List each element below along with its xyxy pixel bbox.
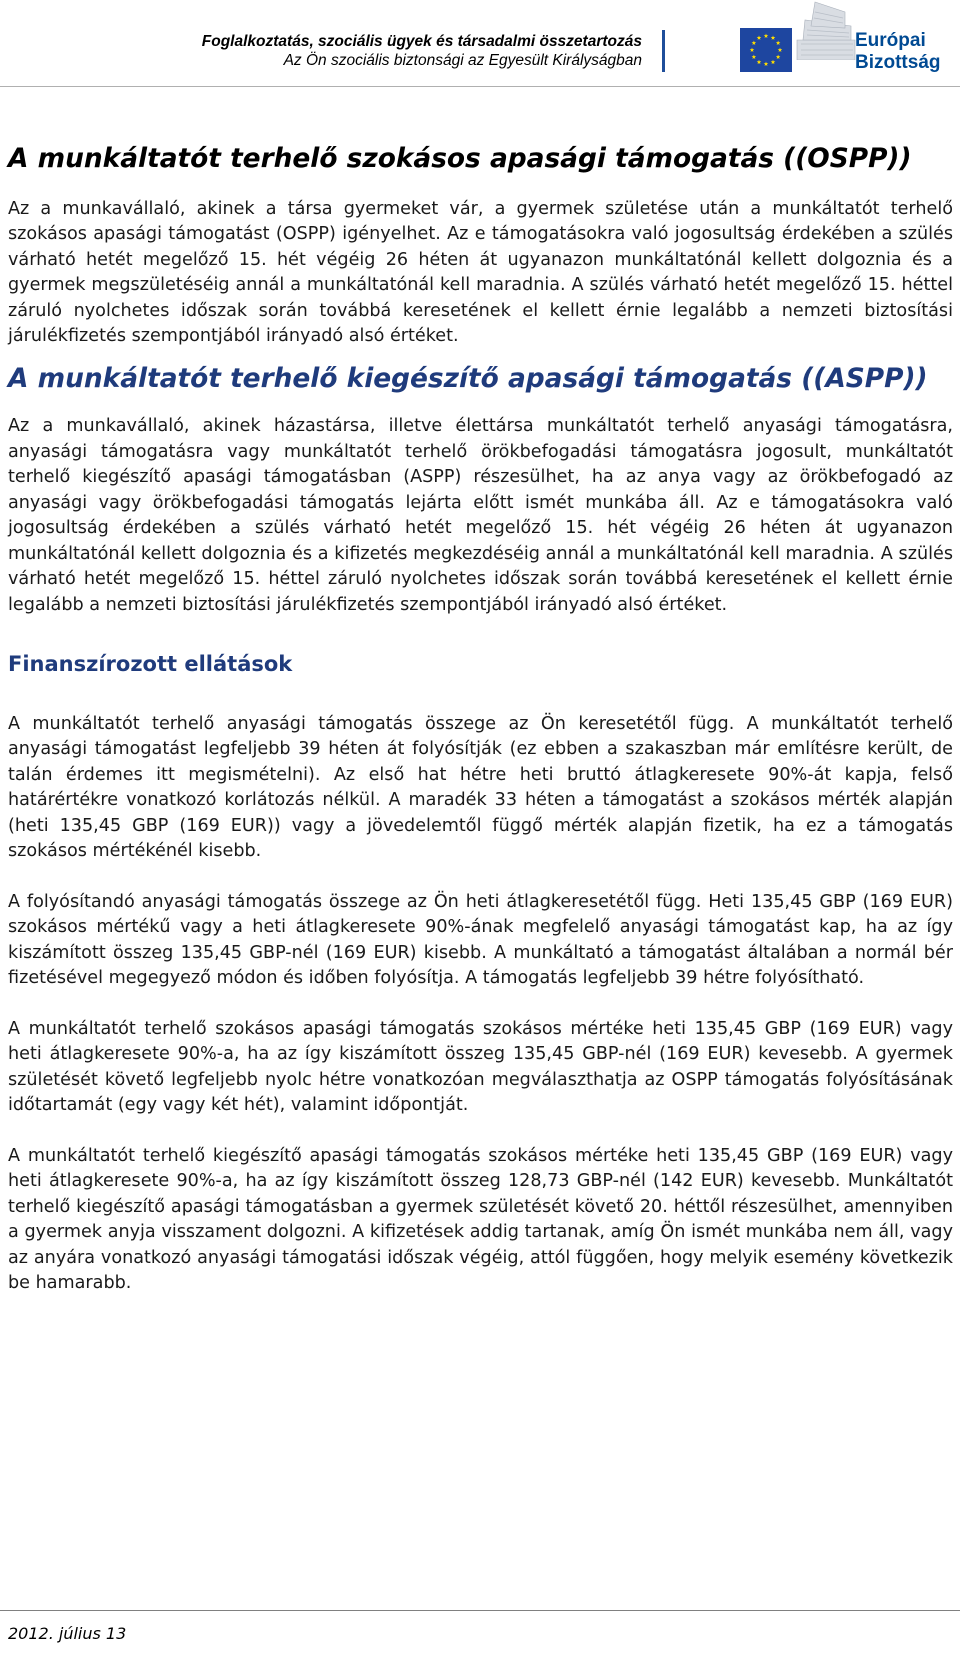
footer-date: 2012. július 13: [8, 1624, 127, 1643]
commission-name: [855, 30, 941, 74]
header-title: Foglalkoztatás, szociális ügyek és társadalmi összetartozás: [201, 33, 642, 50]
header-divider: [662, 30, 665, 72]
document-body: [8, 143, 953, 1297]
section-heading-funded-benefits: Finanszírozott ellátások: [8, 652, 293, 676]
footer-separator: [0, 1610, 960, 1611]
paragraph-aspp: Az a munkavállaló, akinek házastársa, illetve élettársa munkáltatót terhelő anyasági támogatásra, anyasági támogatásra vagy munkáltatót terhelő örökbefogadási támogatásra jogosult, munkáltatót terhelő kiegészítő apasági támogatásban (ASPP) részesülhet, ha az anya vagy az örökbefogadó az anyasági vagy örökbefogadási támogatás lejárta előtt ismét munkába áll. Az e támogatásokra való jogosultság érdekében a szülés várható hetét megelőző 15. hét végéig 26 héten át ugyanazon munkáltatónál kellett dolgoznia és a kifizetés megkezdéséig annál a munkáltatónál kell maradnia. A szülés várható hetét megelőző 15. héttel záruló nyolchetes időszak során továbbá keresetének el kellett érnie legalább a nemzeti biztosítási járulékfizetés szempontjából irányadó alsó értéket.: [8, 416, 953, 615]
paragraph-funded-2: A folyósítandó anyasági támogatás összege az Ön heti átlagkeresetétől függ. Heti 135,45 GBP (169 EUR) szokásos mértékű vagy a heti átlagkeresete 90%-ának megfelelő anyasági támogatást kap, ha az így kiszámított összeg 135,45 GBP-nél (169 EUR) kisebb. A munkáltató a támogatást általában a normál bér fizetésével megegyező módon és időben folyósítja. A támogatás legfeljebb 39 hétre folyósítható.: [8, 891, 953, 988]
header-subtitle: Az Ön szociális biztonsági az Egyesült Királyságban: [283, 52, 642, 69]
berlaymont-building-logo: [795, 0, 857, 60]
eu-flag-icon: [740, 28, 792, 72]
paragraph-ospp: Az a munkavállaló, akinek a társa gyermeket vár, a gyermek születése után a munkáltatót terhelő szokásos apasági támogatást (OSPP) igényelhet. Az e támogatásokra való jogosultság érdekében a szülés várható hetét megelőző 15. hét végéig 26 héten át ugyanazon munkáltatónál kellett dolgoznia és a gyermek megszületéséig annál a munkáltatónál kell maradnia. A szülés várható hetét megelőző 15. héttel záruló nyolchetes időszak során továbbá keresetének el kellett érnie legalább a nemzeti biztosítási járulékfizetés szempontjából irányadó alsó értéket.: [8, 198, 953, 346]
section-heading-ospp: A munkáltatót terhelő szokásos apasági támogatás ((OSPP)): [8, 143, 912, 174]
page-header: [0, 0, 960, 90]
header-separator: [0, 86, 960, 87]
commission-name-line1: Európai: [855, 30, 926, 51]
paragraph-funded-3: A munkáltatót terhelő szokásos apasági támogatás szokásos mértéke heti 135,45 GBP (169 EUR) vagy heti átlagkeresete 90%-a, ha az így kiszámított összeg 135,45 GBP-nél (169 EUR) kevesebb. A gyermek születését követő legfeljebb nyolc hétre vonatkozóan megválaszthatja az OSPP támogatás folyósításának időtartamát (egy vagy két hét), valamint időpontját.: [8, 1018, 953, 1115]
commission-name-line2: Bizottság: [855, 52, 941, 73]
section-heading-aspp: A munkáltatót terhelő kiegészítő apasági támogatás ((ASPP)): [8, 362, 928, 394]
header-text-block: [202, 32, 642, 70]
paragraph-funded-4: A munkáltatót terhelő kiegészítő apasági támogatás szokásos mértéke heti 135,45 GBP (169 EUR) vagy heti átlagkeresete 90%-a, ha az így kiszámított összeg 128,73 GBP-nél (142 EUR) kevesebb. Munkáltatót terhelő kiegészítő apasági támogatásban a gyermek születését követő 20. héttől részesülhet, amennyiben a gyermek anyja visszament dolgozni. A kifizetések addig tartanak, amíg Ön ismét munkába nem áll, vagy az anyára vonatkozó anyasági támogatási időszak végéig, attól függően, hogy melyik esemény következik be hamarabb.: [8, 1145, 953, 1293]
paragraph-funded-1: A munkáltatót terhelő anyasági támogatás összege az Ön keresetétől függ. A munkáltatót terhelő anyasági támogatást legfeljebb 39 héten át folyósítják (ez ebben a szakaszban már említésre került, de talán érdemes itt megismételni). Az első hat hétre heti bruttó átlagkeresete 90%-át kapja, felső határértékre vonatkozó korlátozás nélkül. A maradék 33 héten a támogatást a szokásos mérték alapján (heti 135,45 GBP (169 EUR)) vagy a jövedelemtől függő mérték alapján fizetik, ha ez a támogatás szokásos mértékénél kisebb.: [8, 713, 953, 861]
